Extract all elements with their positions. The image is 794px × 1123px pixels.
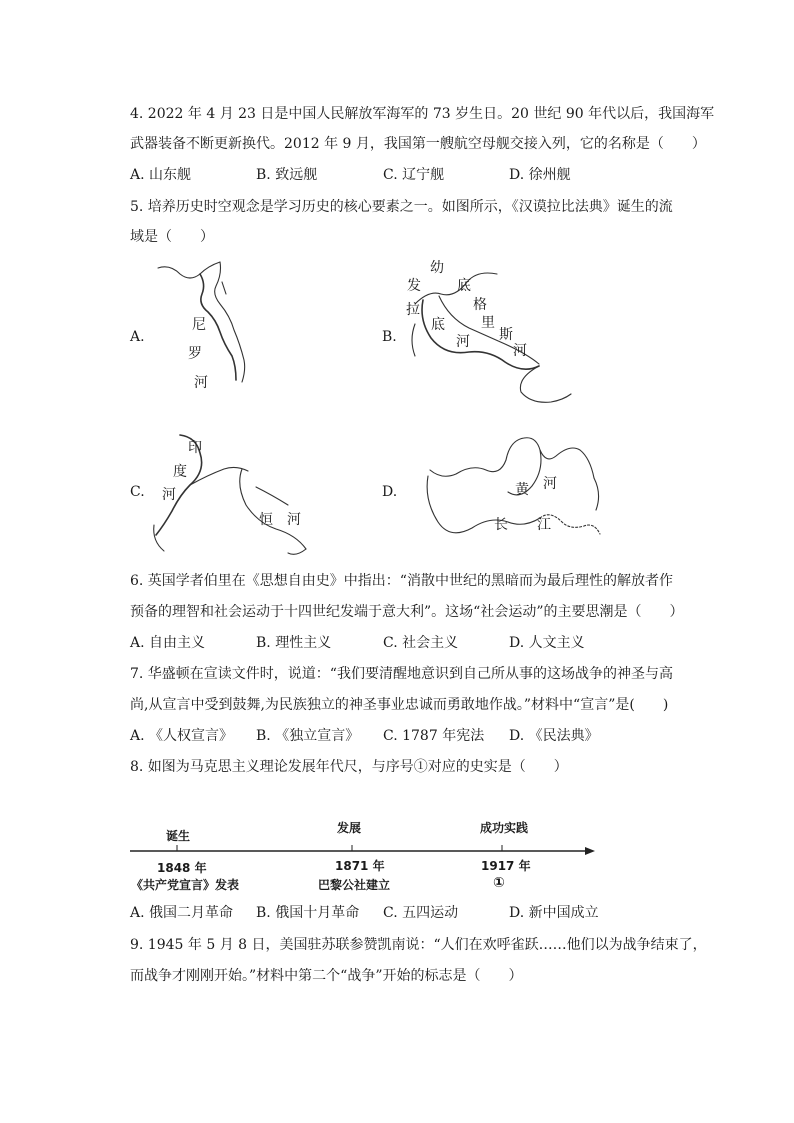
q4-option-c: C. 辽宁舰 (383, 167, 445, 183)
q4-stem-line1: 4. 2022 年 4 月 23 日是中国人民解放军海军的 73 岁生日。20 世纪 90 年代以后，我国海军 (130, 106, 715, 122)
q5-stem-line2: 域是（ ） (130, 229, 214, 245)
timeline-year-2: 1871 年 (335, 859, 385, 873)
q6-stem-line1: 6. 英国学者伯里在《思想自由史》中指出：“消散中世纪的黑暗而为最后理性的解放者作 (130, 573, 673, 589)
q5-option-d: D. (382, 484, 398, 500)
q5-stem-line1: 5. 培养历史时空观念是学习历史的核心要素之一。如图所示，《汉谟拉比法典》诞生的流 (130, 199, 673, 215)
map-b-left-label-3: 拉 (406, 302, 420, 318)
q7-option-c: C. 1787 年宪法 (383, 728, 485, 744)
q6-stem-line2: 预备的理智和社会运动于十四世纪发端于意大利”。这场“社会运动”的主要思潮是（ ） (130, 604, 684, 620)
timeline-stage-1: 诞生 (166, 829, 191, 843)
q5-option-c: C. (130, 484, 145, 500)
q8-stem-line1: 8. 如图为马克思主义理论发展年代尺，与序号①对应的史实是（ ） (130, 759, 568, 775)
map-c-indus-ganges (150, 425, 330, 565)
q6-option-d: D. 人文主义 (509, 635, 585, 651)
q8-option-c: C. 五四运动 (383, 905, 459, 921)
map-b-left-label-2: 发 (407, 278, 421, 294)
q7-option-d: D. 《民法典》 (509, 728, 599, 744)
timeline-event-2: 巴黎公社建立 (318, 878, 391, 892)
map-a-label-3: 河 (194, 375, 208, 391)
map-d-bottom-label-1: 长 (494, 517, 508, 533)
q8-option-a: A. 俄国二月革命 (130, 905, 234, 921)
map-c-left-label-1: 印 (188, 440, 202, 456)
map-a-nile (150, 260, 280, 400)
q4-option-b: B. 致远舰 (256, 167, 318, 183)
timeline-stage-2: 发展 (337, 821, 362, 835)
q6-option-c: C. 社会主义 (383, 635, 459, 651)
q9-stem-line1: 9. 1945 年 5 月 8 日，美国驻苏联参赞凯南说：“人们在欢呼雀跃……他们以为战争结束了， (130, 937, 707, 953)
map-b-left-label-5: 河 (456, 334, 470, 350)
timeline-stage-3: 成功实践 (480, 821, 529, 835)
map-b-right-label-5: 河 (513, 343, 527, 359)
q7-stem-line2: 尚,从宣言中受到鼓舞,为民族独立的神圣事业忠诚而勇敢地作战。”材料中“宣言”是( ) (130, 697, 669, 713)
q4-option-d: D. 徐州舰 (509, 167, 571, 183)
q7-option-a: A. 《人权宣言》 (130, 728, 234, 744)
map-b-right-label-1: 底 (457, 278, 471, 294)
q5-option-b: B. (382, 329, 397, 345)
timeline-event-1: 《共产党宣言》发表 (131, 878, 240, 892)
q8-option-d: D. 新中国成立 (509, 905, 599, 921)
timeline-year-3: 1917 年 (481, 859, 531, 873)
map-d-bottom-label-2: 江 (537, 517, 551, 533)
q6-option-b: B. 理性主义 (256, 635, 332, 651)
map-a-label-2: 罗 (188, 346, 202, 362)
map-d-top-label-2: 河 (543, 476, 557, 492)
map-d-huanghe-changjiang (420, 430, 605, 560)
timeline-axis (130, 845, 595, 857)
map-b-right-label-4: 斯 (499, 327, 513, 343)
timeline-event-3-marker: ① (493, 875, 505, 891)
q7-option-b: B. 《独立宣言》 (256, 728, 360, 744)
q4-option-a: A. 山东舰 (130, 167, 192, 183)
map-b-left-label-1: 幼 (430, 260, 444, 276)
q4-stem-line2: 武器装备不断更新换代。2012 年 9 月，我国第一艘航空母舰交接入列，它的名称是（ ） (130, 136, 706, 152)
map-b-right-label-3: 里 (481, 315, 495, 331)
map-c-right-label-2: 河 (287, 512, 301, 528)
map-b-left-label-4: 底 (431, 317, 445, 333)
map-d-top-label-1: 黄 (515, 482, 529, 498)
q7-stem-line1: 7. 华盛顿在宣读文件时，说道：“我们要清醒地意识到自己所从事的这场战争的神圣与高 (130, 666, 673, 682)
q5-option-a: A. (130, 329, 145, 345)
map-c-left-label-2: 度 (173, 464, 187, 480)
map-b-right-label-2: 格 (473, 297, 487, 313)
map-c-right-label-1: 恒 (259, 512, 273, 528)
q6-option-a: A. 自由主义 (130, 635, 206, 651)
q9-stem-line2: 而战争才刚刚开始。”材料中第二个“战争”开始的标志是（ ） (130, 968, 523, 984)
map-a-label-1: 尼 (192, 317, 206, 333)
map-b-mesopotamia (405, 260, 585, 410)
timeline-year-1: 1848 年 (157, 861, 207, 875)
map-c-left-label-3: 河 (162, 487, 176, 503)
q8-option-b: B. 俄国十月革命 (256, 905, 360, 921)
